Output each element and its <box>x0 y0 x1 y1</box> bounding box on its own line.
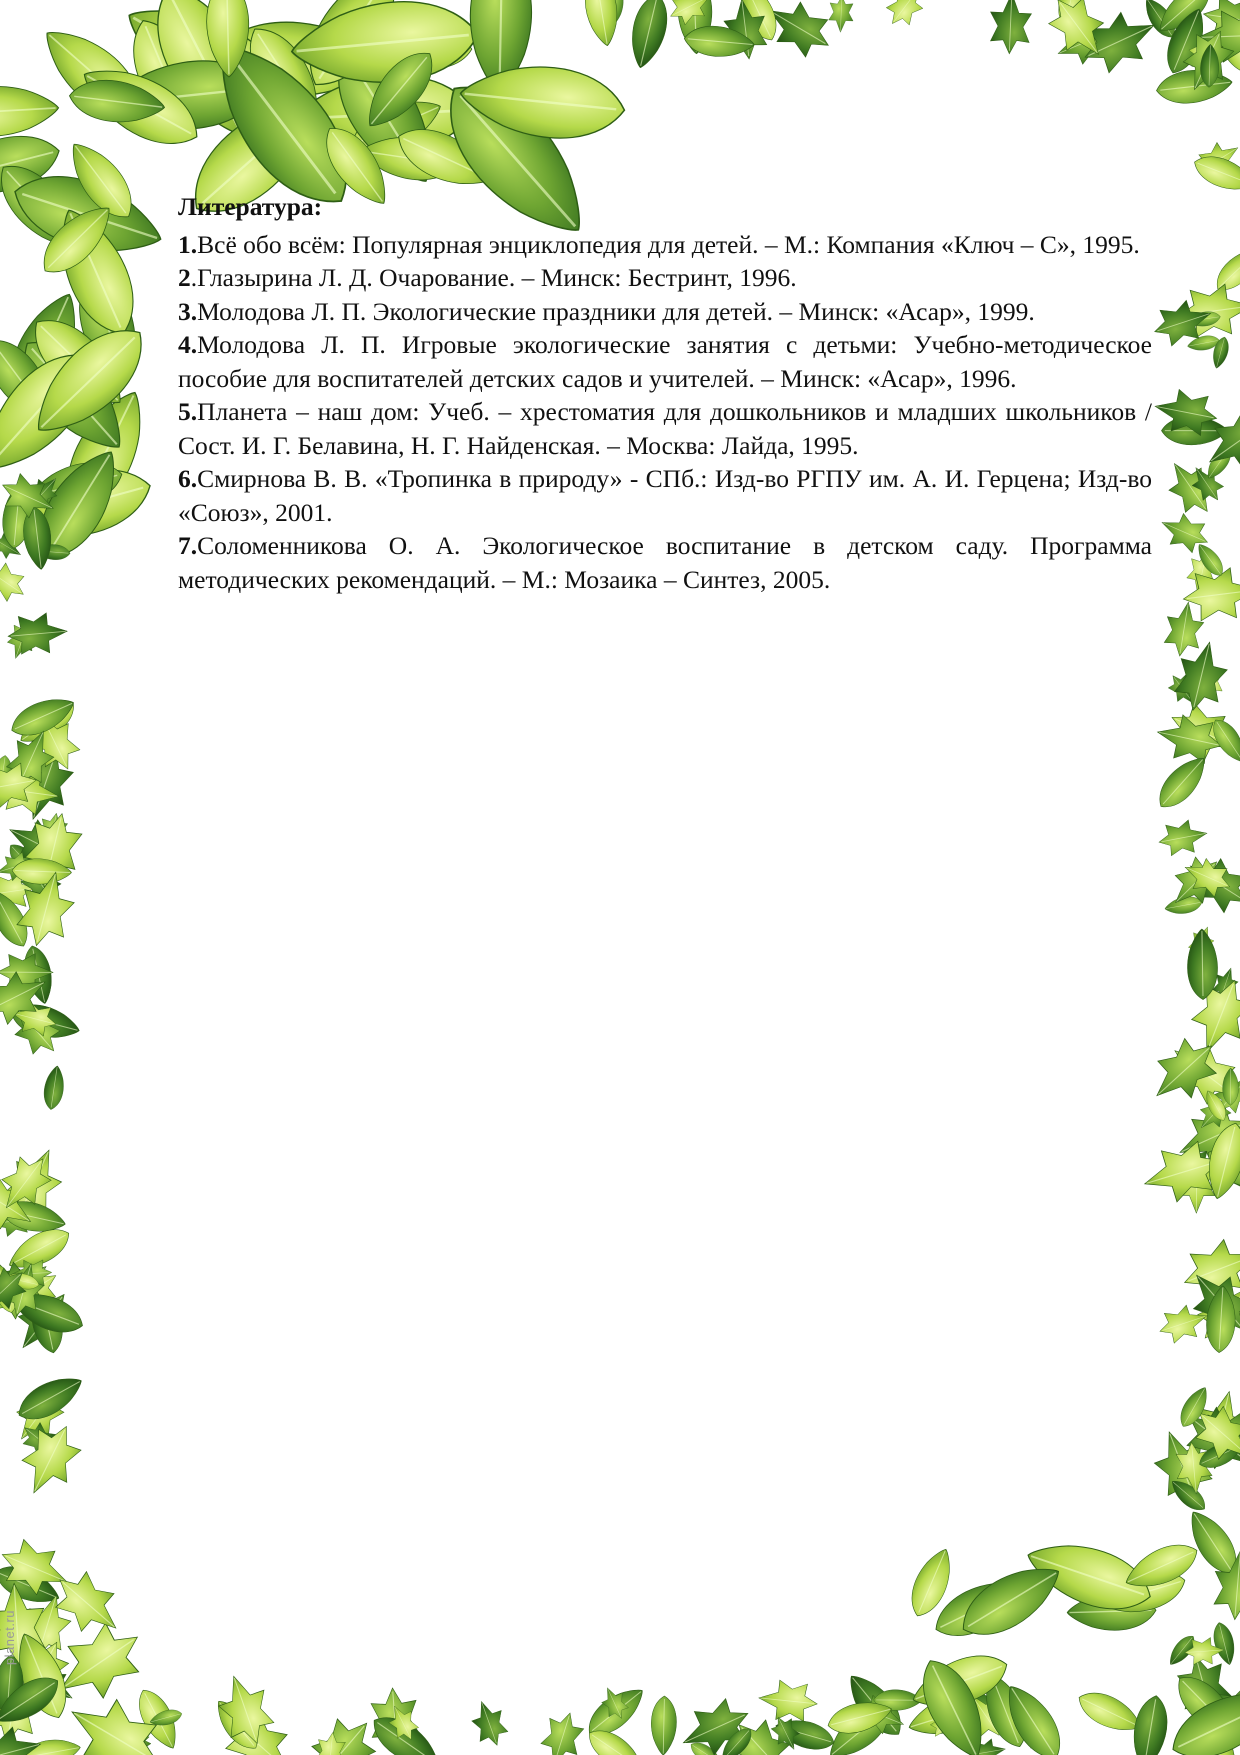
leaf-icon <box>989 0 1033 55</box>
reference-item-7 <box>178 529 1152 596</box>
reference-item-3 <box>178 295 1152 329</box>
leaf-icon <box>1156 817 1210 859</box>
reference-number: 7. <box>178 531 198 560</box>
leaf-icon <box>828 0 854 33</box>
reference-item-2 <box>178 261 1152 295</box>
watermark: planet.ru <box>2 1610 17 1666</box>
reference-item-1 <box>178 228 1152 262</box>
reference-number: 3. <box>178 296 198 326</box>
reference-text: .Глазырина Л. Д. Очарование. – Минск: Бестринт, 1996. <box>190 263 797 292</box>
reference-item-5 <box>178 395 1152 462</box>
leaf-icon <box>42 1065 67 1111</box>
leaf-icon <box>0 554 32 607</box>
leaf-icon <box>536 1707 589 1755</box>
leaf-icon <box>1161 599 1206 659</box>
reference-number: 1. <box>178 229 198 259</box>
reference-number: 5. <box>178 397 198 426</box>
reference-number: 4. <box>178 330 198 359</box>
reference-text: Молодова Л. П. Игровые экологические занятия с детьми: Учебно-методическое пособие для воспитателей детских садов и учителей. – Минск: «Асар», 1996. <box>178 330 1152 393</box>
reference-text: Молодова Л. П. Экологические праздники для детей. – Минск: «Асар», 1999. <box>197 296 1035 326</box>
reference-text: Смирнова В. В. «Тропинка в природу» - СПб.: Изд-во РГПУ им. А. И. Герцена; Изд-во «Союз», 2001. <box>178 464 1152 527</box>
leaf-icon <box>467 1696 512 1750</box>
leaf-icon <box>0 83 60 138</box>
document-body <box>178 190 1152 596</box>
reference-item-6 <box>178 462 1152 529</box>
leaf-icon <box>11 1415 88 1503</box>
reference-text: Соломенникова О. А. Экологическое воспитание в детском саду. Программа методических рекомендаций. – М.: Мозаика – Синтез, 2005. <box>178 531 1152 594</box>
reference-number: 2 <box>178 263 191 292</box>
reference-text: Планета – наш дом: Учеб. – хрестоматия для дошкольников и младших школьников /Сост. И. Г. Белавина, Н. Г. Найденская. – Москва: Лайда, 1995. <box>178 397 1152 460</box>
reference-item-4 <box>178 328 1152 395</box>
leaf-icon <box>1210 1620 1239 1667</box>
reference-text: Всё обо всём: Популярная энциклопедия для детей. – М.: Компания «Ключ – С», 1995. <box>197 229 1140 259</box>
literature-heading: Литература: <box>178 192 323 221</box>
leaf-icon <box>625 0 674 71</box>
leaf-icon <box>581 0 623 48</box>
leaf-icon <box>757 1678 819 1723</box>
reference-number: 6. <box>178 464 198 493</box>
leaf-icon <box>651 1696 677 1755</box>
leaf-icon <box>880 0 932 33</box>
